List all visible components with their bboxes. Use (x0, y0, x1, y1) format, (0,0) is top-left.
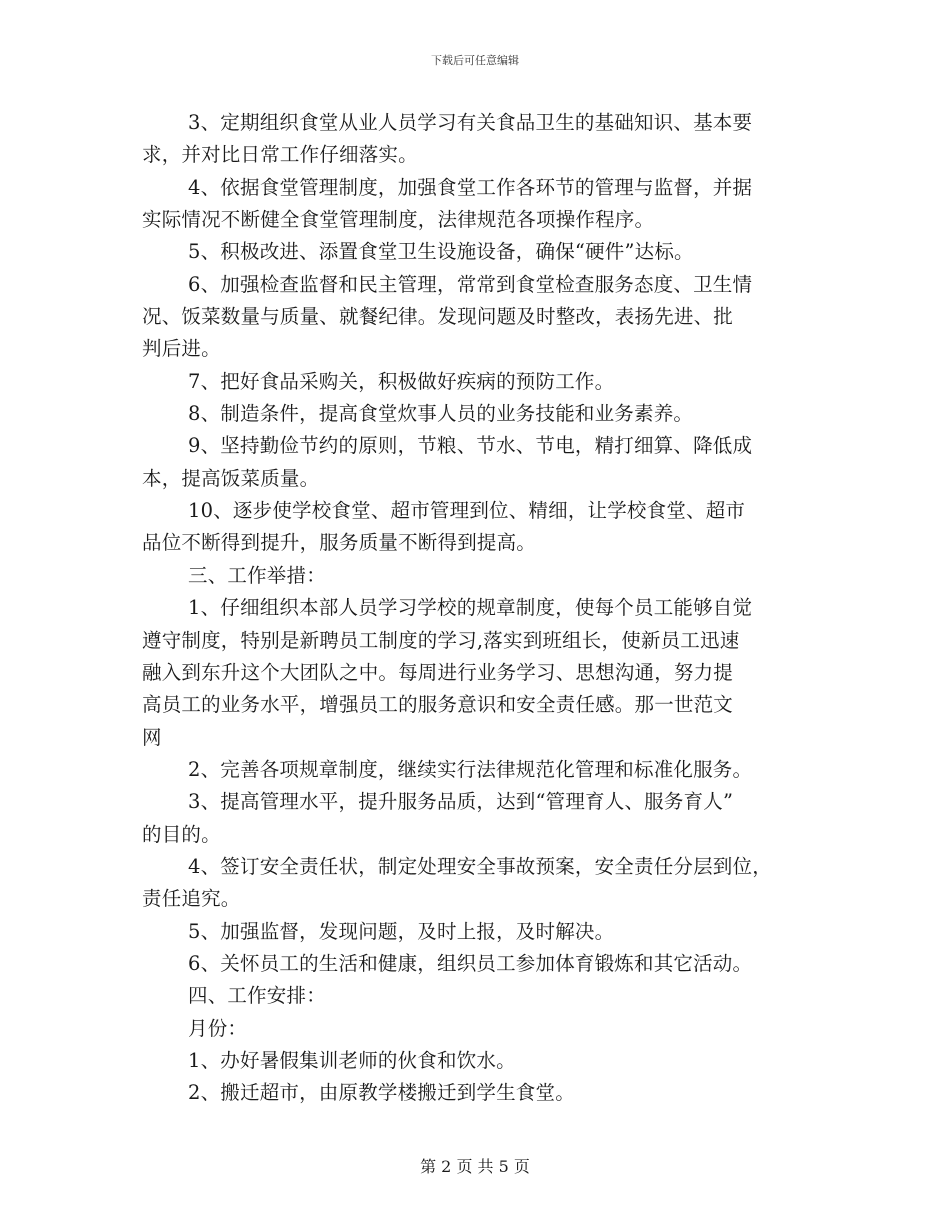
text-line: 责任追究。 (142, 887, 241, 911)
text-line: 月份： (188, 1016, 248, 1040)
text-line: 2、完善各项规章制度，继续实行法律规范化管理和标准化服务。 (188, 757, 753, 781)
text-line: 1、仔细组织本部人员学习学校的规章制度，使每个员工能够自觉 (188, 596, 753, 620)
text-line: 5、加强监督，发现问题，及时上报，及时解决。 (188, 919, 615, 943)
text-line: 融入到东升这个大团队之中。每周进行业务学习、思想沟通，努力提 (142, 660, 734, 684)
text-line: 求，并对比日常工作仔细落实。 (142, 143, 418, 167)
text-line: 4、依据食堂管理制度，加强食堂工作各环节的管理与监督，并据 (188, 175, 753, 199)
text-line: 实际情况不断健全食堂管理制度，法律规范各项操作程序。 (142, 208, 655, 232)
page-header: 下载后可任意编辑 (431, 54, 519, 67)
text-line: 本，提高饭菜质量。 (142, 466, 320, 490)
text-line: 三、工作举措： (188, 563, 326, 587)
text-line: 10、逐步使学校食堂、超市管理到位、精细，让学校食堂、超市 (188, 499, 746, 523)
text-line: 1、办好暑假集训老师的伙食和饮水。 (188, 1048, 516, 1072)
text-line: 8、制造条件，提高食堂炊事人员的业务技能和业务素养。 (188, 402, 694, 426)
text-line: 品位不断得到提升，服务质量不断得到提高。 (142, 531, 537, 555)
page-number: 第 2 页 共 5 页 (420, 1157, 530, 1176)
text-line: 7、把好食品采购关，积极做好疾病的预防工作。 (188, 369, 615, 393)
text-line: 网 (142, 725, 162, 749)
text-line: 3、提高管理水平，提升服务品质，达到“管理育人、服务育人” (188, 790, 734, 814)
text-line: 6、关怀员工的生活和健康，组织员工参加体育锻炼和其它活动。 (188, 951, 753, 975)
text-line: 6、加强检查监督和民主管理，常常到食堂检查服务态度、卫生情 (188, 272, 753, 296)
text-line: 遵守制度，特别是新聘员工制度的学习,落实到班组长，使新员工迅速 (142, 628, 740, 652)
text-line: 2、搬迁超市，由原教学楼搬迁到学生食堂。 (188, 1081, 575, 1105)
text-line: 4、签订安全责任状，制定处理安全事故预案，安全责任分层到位， (188, 854, 772, 878)
text-line: 判后进。 (142, 337, 221, 361)
text-line: 况、饭菜数量与质量、就餐纪律。发现问题及时整改，表扬先进、批 (142, 305, 734, 329)
text-line: 5、积极改进、添置食堂卫生设施设备，确保“硬件”达标。 (188, 240, 694, 264)
text-line: 9、坚持勤俭节约的原则，节粮、节水、节电，精打细算、降低成 (188, 434, 753, 458)
document-body (142, 107, 812, 1110)
text-line: 的目的。 (142, 822, 221, 846)
text-line: 四、工作安排： (188, 984, 326, 1008)
text-line: 3、定期组织食堂从业人员学习有关食品卫生的基础知识、基本要 (188, 111, 753, 134)
text-line: 高员工的业务水平，增强员工的服务意识和安全责任感。那一世范文 (142, 693, 734, 717)
